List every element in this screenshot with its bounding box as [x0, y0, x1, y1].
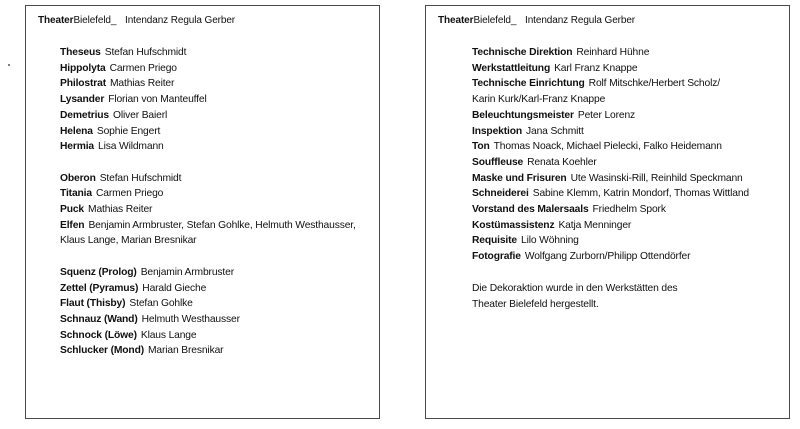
actor: Carmen Priego	[95, 188, 164, 200]
cast-row	[60, 171, 356, 187]
scan-speck	[8, 64, 10, 66]
actor: Benjamin Armbruster	[140, 266, 234, 278]
right-page	[425, 5, 790, 419]
role: Helena	[60, 125, 93, 137]
role: Theseus	[60, 47, 101, 58]
cast-row	[60, 186, 356, 202]
cast-row	[60, 296, 356, 312]
cast-list	[60, 45, 356, 359]
cast-row	[60, 108, 356, 124]
cast-row	[60, 218, 356, 234]
role: Schnock (Löwe)	[60, 329, 137, 341]
crew-row	[472, 218, 749, 234]
brand-rest: Bielefeld_	[73, 15, 117, 26]
crew-row	[472, 61, 749, 77]
role: Hippolyta	[60, 62, 106, 74]
department: Beleuchtungsmeister	[472, 109, 574, 121]
actor: Helmuth Westhausser	[141, 313, 240, 325]
role: Demetrius	[60, 109, 110, 121]
actor: Klaus Lange	[140, 329, 197, 341]
staff: Renata Koehler	[527, 156, 597, 168]
page-header	[438, 15, 635, 26]
actor: Sophie Engert	[96, 125, 161, 137]
workshop-note	[472, 281, 678, 312]
note-line-2: Theater Bielefeld hergestellt.	[472, 298, 599, 310]
crew-row	[472, 202, 749, 218]
department: Souffleuse	[472, 156, 524, 168]
role: Philostrat	[60, 78, 106, 90]
department: Kostümassistenz	[472, 219, 555, 231]
cast-row	[60, 61, 356, 77]
role: Titania	[60, 188, 92, 200]
brand-bold: Theater	[38, 15, 74, 26]
department: Maske und Frisuren	[472, 172, 567, 184]
role: Elfen	[60, 219, 85, 231]
brand-bold: Theater	[438, 15, 474, 26]
cast-row	[60, 265, 356, 281]
staff-continuation: Karin Kurk/Karl-Franz Knappe	[472, 94, 606, 106]
staff: Katja Menninger	[558, 219, 632, 231]
crew-row	[472, 186, 749, 202]
cast-row	[60, 281, 356, 297]
crew-row	[472, 155, 749, 171]
staff: Rolf Mitschke/Herbert Scholz/	[588, 78, 720, 90]
actor: Lisa Wildmann	[98, 141, 164, 153]
role: Squenz (Prolog)	[60, 266, 137, 278]
actor-continuation: Klaus Lange, Marian Bresnikar	[60, 235, 197, 247]
staff: Lilo Wöhning	[521, 235, 579, 247]
role: Schlucker (Mond)	[60, 345, 144, 357]
role: Puck	[60, 204, 85, 216]
staff: Wolfgang Zurborn/Philipp Ottendörfer	[524, 251, 691, 263]
department: Requisite	[472, 235, 517, 247]
cast-row	[60, 92, 356, 108]
staff: Friedhelm Spork	[592, 204, 666, 216]
department: Werkstattleitung	[472, 62, 551, 74]
role: Oberon	[60, 172, 96, 184]
actor: Carmen Priego	[109, 62, 177, 74]
group-gap	[60, 249, 356, 265]
intendant: Intendanz Regula Gerber	[525, 15, 636, 26]
role: Hermia	[60, 141, 95, 153]
department: Technische Direktion	[472, 47, 573, 58]
crew-list	[472, 45, 749, 265]
department: Vorstand des Malersaals	[472, 204, 589, 216]
cast-row	[60, 202, 356, 218]
note-line-1: Die Dekoraktion wurde in den Werkstätten des	[472, 283, 678, 294]
role: Flaut (Thisby)	[60, 298, 126, 310]
department: Fotografie	[472, 251, 521, 263]
department: Technische Einrichtung	[472, 78, 585, 90]
actor: Stefan Gohlke	[129, 298, 193, 310]
role: Zettel (Pyramus)	[60, 282, 139, 294]
staff: Sabine Klemm, Katrin Mondorf, Thomas Wittland	[532, 188, 749, 200]
cast-row	[60, 328, 356, 344]
actor: Stefan Hufschmidt	[99, 172, 182, 184]
actor: Harald Gieche	[142, 282, 207, 294]
staff: Karl Franz Knappe	[554, 62, 638, 74]
staff: Jana Schmitt	[526, 125, 584, 137]
crew-row	[472, 45, 749, 61]
staff: Reinhard Hühne	[576, 47, 650, 58]
crew-row	[472, 124, 749, 140]
cast-row	[60, 343, 356, 359]
actor: Marian Bresnikar	[148, 345, 224, 357]
department: Ton	[472, 141, 490, 153]
actor: Oliver Baierl	[113, 109, 168, 121]
role: Schnauz (Wand)	[60, 313, 138, 325]
role: Lysander	[60, 94, 105, 106]
cast-row	[60, 124, 356, 140]
cast-row	[60, 76, 356, 92]
crew-row	[472, 171, 749, 187]
cast-row	[60, 139, 356, 155]
actor: Benjamin Armbruster, Stefan Gohlke, Helmuth Westhausser,	[88, 219, 356, 231]
actor: Stefan Hufschmidt	[104, 47, 187, 58]
crew-row	[472, 76, 749, 92]
crew-row	[472, 233, 749, 249]
department: Inspektion	[472, 125, 522, 137]
group-gap	[60, 155, 356, 171]
actor: Mathias Reiter	[88, 204, 153, 216]
cast-row	[60, 45, 356, 61]
brand-rest: Bielefeld_	[473, 15, 517, 26]
page-header	[38, 15, 235, 26]
staff: Peter Lorenz	[577, 109, 636, 121]
actor: Mathias Reiter	[110, 78, 175, 90]
crew-row	[472, 108, 749, 124]
staff: Ute Wasinski-Rill, Reinhild Speckmann	[570, 172, 743, 184]
actor: Florian von Manteuffel	[108, 94, 207, 106]
left-page	[25, 5, 380, 419]
department: Schneiderei	[472, 188, 529, 200]
staff: Thomas Noack, Michael Pielecki, Falko Heidemann	[493, 141, 722, 153]
crew-row	[472, 249, 749, 265]
cast-row	[60, 312, 356, 328]
intendant: Intendanz Regula Gerber	[125, 15, 236, 26]
crew-row	[472, 139, 749, 155]
